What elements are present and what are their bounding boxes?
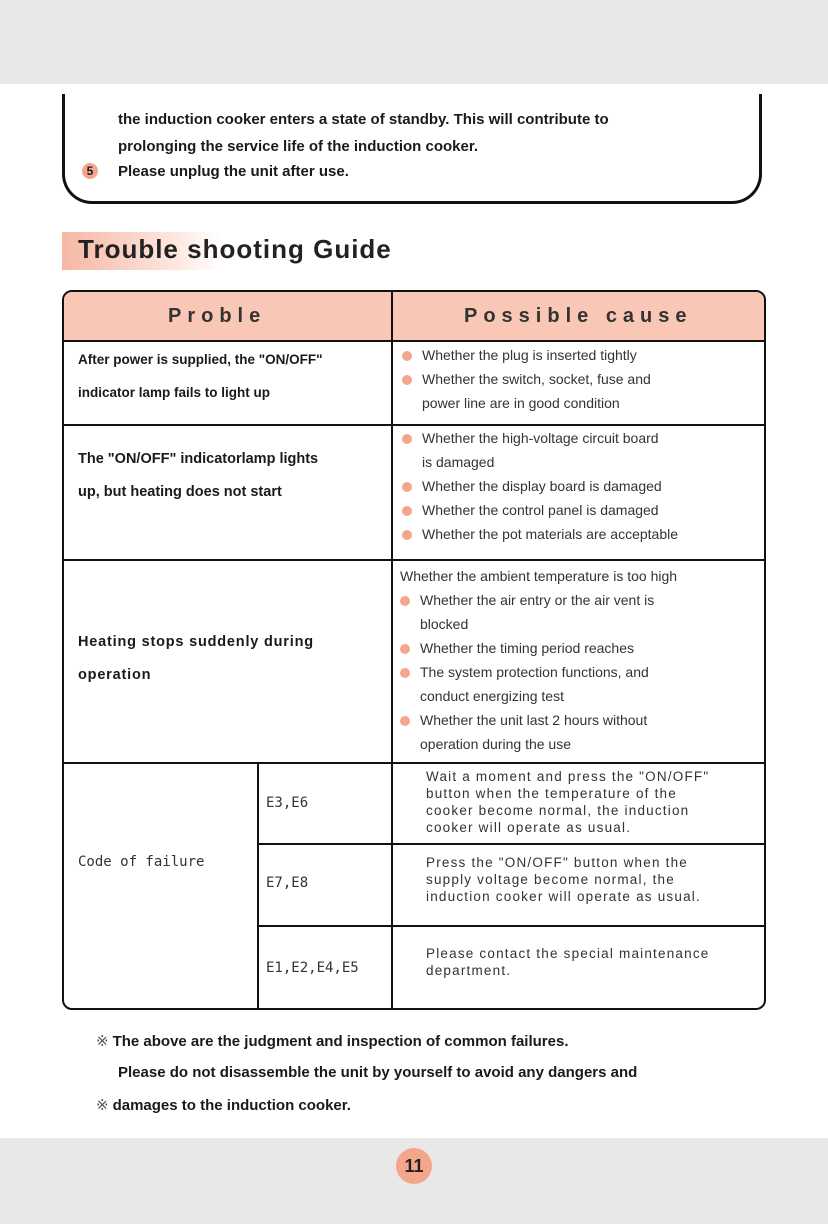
- problem-2: The "ON/OFF" indicatorlamp lights up, but heating does not start: [78, 451, 319, 500]
- problem-1: After power is supplied, the "ON/OFF" indicator lamp fails to light up: [78, 352, 323, 400]
- code-e3-e6-text: Wait a moment and press the "ON/OFF" button when the temperature of the cooker become normal, the induction cooker will operate as usual.: [426, 769, 710, 835]
- list-item: The system protection functions, and: [400, 660, 677, 684]
- code-e7-e8: E7,E8: [266, 875, 309, 891]
- code-e1-e5: E1,E2,E4,E5: [266, 960, 359, 976]
- note-line-2: prolonging the service life of the induction cooker.: [118, 138, 479, 155]
- row-divider: [257, 925, 764, 927]
- row-divider: [64, 559, 764, 561]
- code-e7-e8-text: Press the "ON/OFF" button when the supply voltage become normal, the induction cooker will operate as usual.: [426, 855, 701, 904]
- page-number: 11: [396, 1148, 432, 1184]
- header-cause: Possible cause: [464, 305, 693, 327]
- list-item: Whether the plug is inserted tightly: [402, 343, 651, 367]
- top-band: [0, 0, 828, 84]
- list-item: Whether the control panel is damaged: [402, 498, 678, 522]
- footer-line-3: ※ damages to the induction cooker.: [96, 1097, 351, 1114]
- footer-line-2: Please do not disassemble the unit by yourself to avoid any dangers and: [118, 1064, 638, 1081]
- causes-3: Whether the ambient temperature is too high Whether the air entry or the air vent is blocked Whether the timing period reaches The system protection functions, and conduct energizing test Whether the unit last 2 hours without operation during the use: [400, 568, 678, 752]
- row-divider: [64, 762, 764, 764]
- problem-3: Heating stops suddenly during operation: [78, 634, 314, 683]
- causes-1: Whether the plug is inserted tightly Whether the switch, socket, fuse and power line are in good condition: [402, 343, 651, 415]
- list-item: Whether the high-voltage circuit board: [402, 426, 678, 450]
- trouble-table: [62, 290, 766, 1010]
- list-item: Whether the pot materials are acceptable: [402, 522, 678, 546]
- header-problem: Proble: [168, 305, 267, 327]
- failure-code-label: Code of failure: [78, 854, 205, 870]
- causes-2: Whether the high-voltage circuit board is damaged Whether the display board is damaged Whether the control panel is damaged Whether the pot materials are acceptable: [402, 426, 678, 546]
- table-header: [64, 292, 764, 342]
- list-item: Whether the unit last 2 hours without: [400, 708, 677, 732]
- code-e1-e5-text: Please contact the special maintenance department.: [426, 946, 710, 978]
- column-divider: [391, 292, 393, 1010]
- section-heading: Trouble shooting Guide: [78, 234, 392, 264]
- list-item: Whether the timing period reaches: [400, 636, 677, 660]
- code-e3-e6: E3,E6: [266, 795, 309, 811]
- list-item: Whether the switch, socket, fuse and: [402, 367, 651, 391]
- code-divider: [257, 762, 259, 1010]
- note-line-1: the induction cooker enters a state of standby. This will contribute to: [118, 111, 609, 128]
- list-item: Whether the display board is damaged: [402, 474, 678, 498]
- list-item: Whether the air entry or the air vent is: [400, 588, 677, 612]
- row-divider: [257, 843, 764, 845]
- footer-line-1: ※ The above are the judgment and inspection of common failures.: [96, 1033, 569, 1050]
- step-number-badge: 5: [82, 163, 98, 179]
- note-line-3: Please unplug the unit after use.: [118, 163, 349, 180]
